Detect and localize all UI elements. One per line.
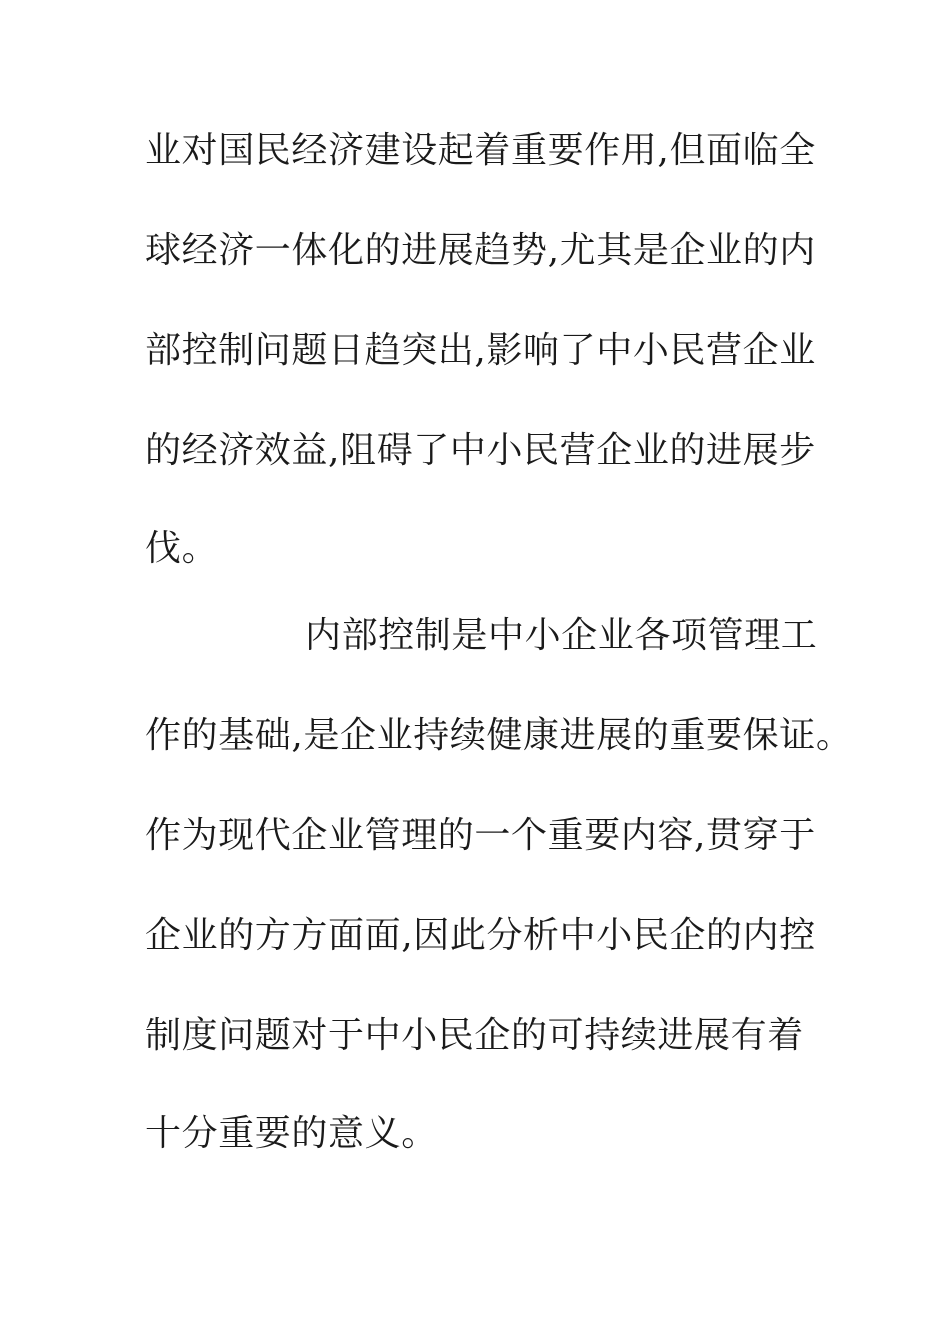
- paragraph-line: 部控制问题日趋突出,影响了中小民营企业: [145, 330, 816, 371]
- paragraph-line: 制度问题对于中小民企的可持续进展有着: [145, 1015, 804, 1056]
- paragraph-line: 球经济一体化的进展趋势,尤其是企业的内: [145, 230, 816, 271]
- paragraph-line: 的经济效益,阻碍了中小民营企业的进展步: [145, 430, 816, 471]
- paragraph-line: 作的基础,是企业持续健康进展的重要保证。: [145, 715, 853, 756]
- paragraph-line: 企业的方方面面,因此分析中小民企的内控: [145, 915, 816, 956]
- paragraph-line: 业对国民经济建设起着重要作用,但面临全: [145, 130, 816, 171]
- paragraph-line: 十分重要的意义。: [145, 1113, 438, 1154]
- paragraph-line: 作为现代企业管理的一个重要内容,贯穿于: [145, 815, 816, 856]
- paragraph-line-indented: 内部控制是中小企业各项管理工: [305, 615, 818, 656]
- paragraph-line: 伐。: [145, 528, 219, 569]
